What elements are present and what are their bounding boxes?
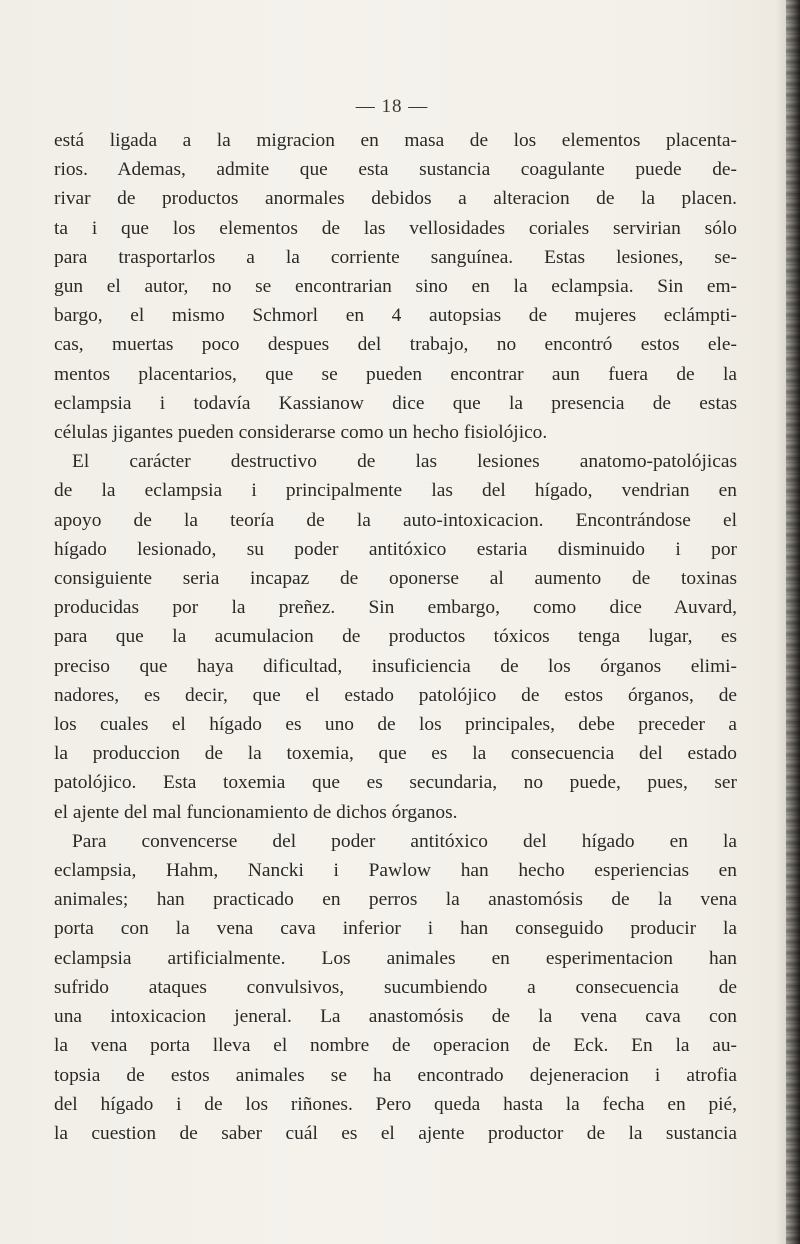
text-line: producidas por la preñez. Sin embargo, como dice Auvard, — [54, 597, 737, 619]
book-spine-edge — [786, 0, 800, 1244]
text-line: sufrido ataques convulsivos, sucumbiendo a consecuencia de — [54, 976, 737, 998]
text-line: una intoxicacion jeneral. La anastomósis de la vena cava con — [54, 1006, 737, 1028]
text-line: bargo, el mismo Schmorl en 4 autopsias de mujeres eclámpti- — [54, 305, 737, 327]
text-line: patolójico. Esta toxemia que es secundaria, no puede, pues, ser — [54, 772, 737, 794]
text-line: consiguiente seria incapaz de oponerse al aumento de toxinas — [54, 568, 737, 590]
text-line: topsia de estos animales se ha encontrado dejeneracion i atrofia — [54, 1064, 737, 1086]
text-line: el ajente del mal funcionamiento de dichos órganos. — [54, 801, 458, 823]
text-line: animales; han practicado en perros la anastomósis de la vena — [54, 889, 737, 911]
page-number: — 18 — — [355, 96, 429, 117]
text-line: está ligada a la migracion en masa de los elementos placenta- — [54, 130, 737, 151]
text-line: eclampsia artificialmente. Los animales en esperimentacion han — [54, 947, 737, 969]
text-line: rivar de productos anormales debidos a alteracion de la placen. — [54, 188, 737, 210]
text-line: eclampsia i todavía Kassianow dice que la presencia de estas — [54, 392, 737, 414]
text-line: células jigantes pueden considerarse como un hecho fisiolójico. — [54, 422, 548, 444]
text-line: preciso que haya dificultad, insuficiencia de los órganos elimi- — [54, 655, 737, 677]
text-line: del hígado i de los riñones. Pero queda hasta la fecha en pié, — [54, 1093, 737, 1115]
text-line: hígado lesionado, su poder antitóxico estaria disminuido i por — [54, 538, 737, 560]
text-line: eclampsia, Hahm, Nancki i Pawlow han hecho esperiencias en — [54, 860, 737, 882]
text-line: la vena porta lleva el nombre de operacion de Eck. En la au- — [54, 1035, 737, 1057]
text-line: los cuales el hígado es uno de los principales, debe preceder a — [54, 714, 737, 736]
text-line: El carácter destructivo de las lesiones anatomo-patolójicas — [72, 451, 737, 473]
text-line: apoyo de la teoría de la auto-intoxicacion. Encontrándose el — [54, 509, 737, 531]
text-line: de la eclampsia i principalmente las del hígado, vendrian en — [54, 480, 737, 502]
text-line: porta con la vena cava inferior i han conseguido producir la — [54, 918, 737, 940]
text-line: la cuestion de saber cuál es el ajente productor de la sustancia — [54, 1122, 737, 1144]
text-line: ta i que los elementos de las vellosidades coriales servirian sólo — [54, 217, 737, 239]
text-line: gun el autor, no se encontrarian sino en la eclampsia. Sin em- — [54, 276, 737, 298]
page-edge-shadow — [776, 0, 786, 1244]
body-text — [54, 126, 737, 1148]
text-line: para que la acumulacion de productos tóxicos tenga lugar, es — [54, 626, 737, 648]
text-line: rios. Ademas, admite que esta sustancia coagulante puede de- — [54, 159, 737, 181]
text-line: cas, muertas poco despues del trabajo, no encontró estos ele- — [54, 334, 737, 356]
text-line: la produccion de la toxemia, que es la consecuencia del estado — [54, 743, 737, 765]
text-line: para trasportarlos a la corriente sanguínea. Estas lesiones, se- — [54, 246, 737, 268]
text-line: Para convencerse del poder antitóxico del hígado en la — [72, 830, 737, 852]
text-line: nadores, es decir, que el estado patolójico de estos órganos, de — [54, 684, 737, 706]
text-line: mentos placentarios, que se pueden encontrar aun fuera de la — [54, 363, 737, 385]
